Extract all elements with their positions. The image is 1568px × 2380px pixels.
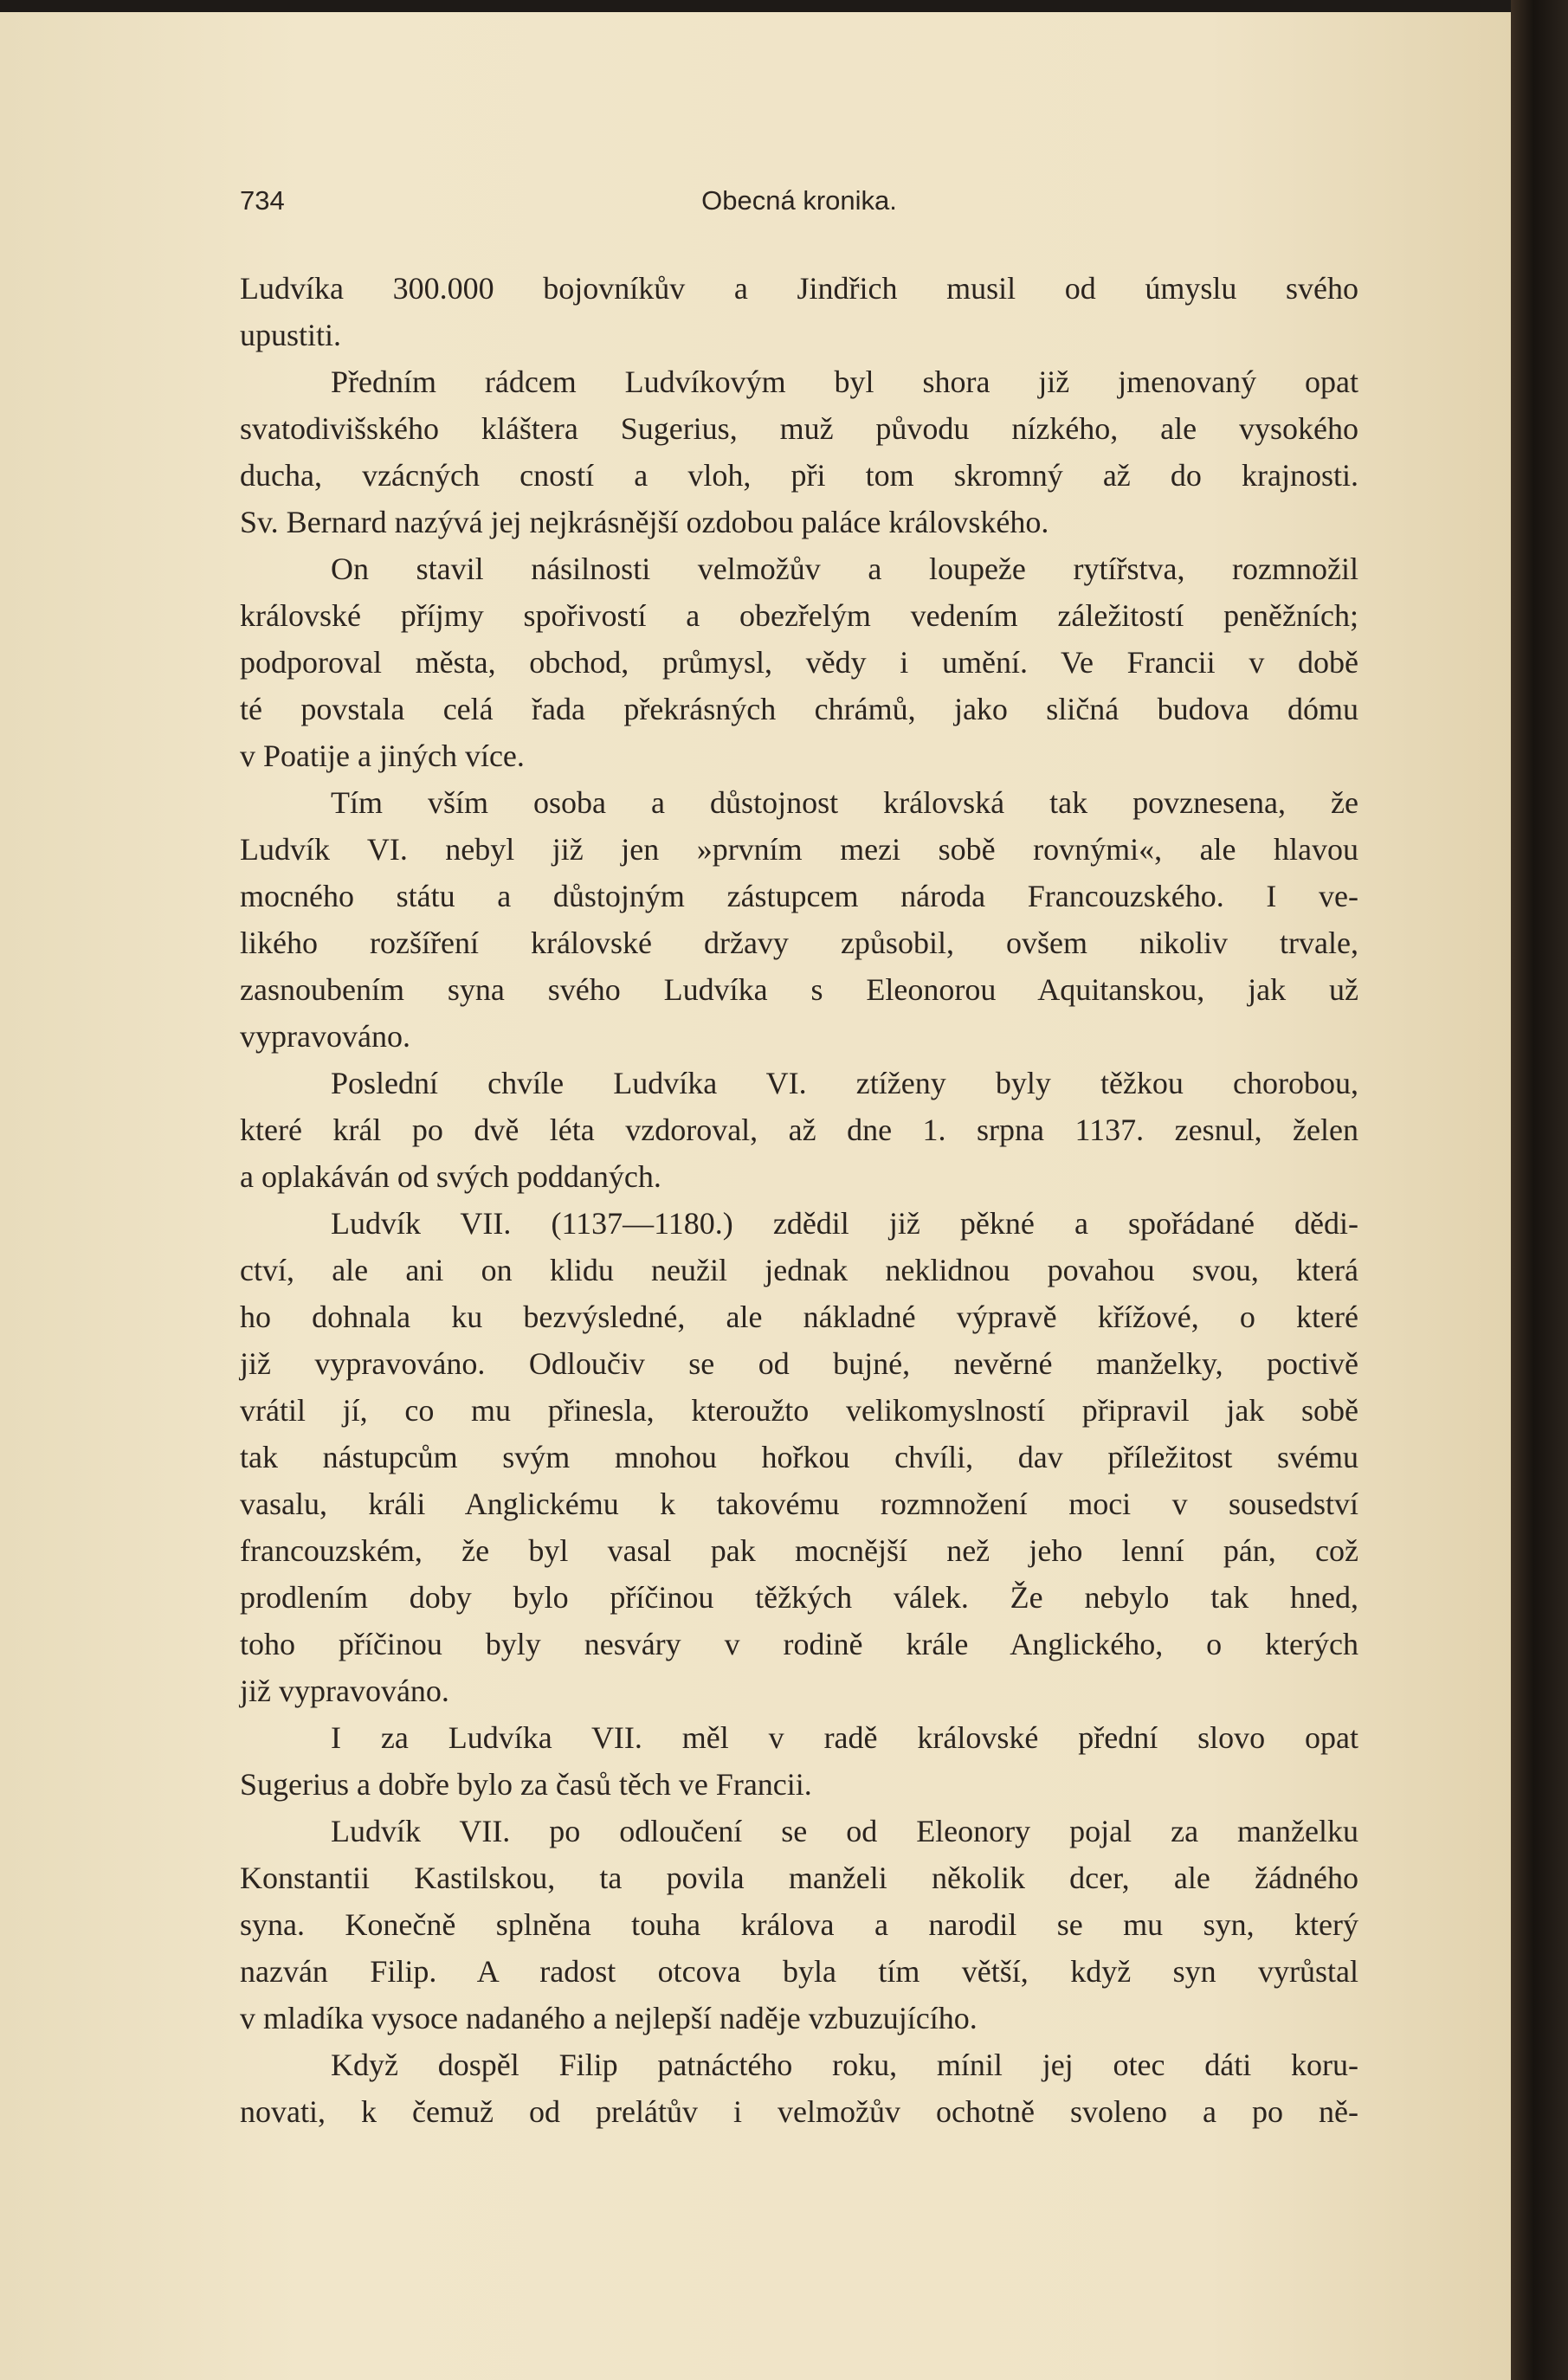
text-line: svatodivišského kláštera Sugerius, muž původu nízkého, ale vysokého	[240, 411, 1358, 446]
text-line: Sv. Bernard nazývá jej nejkrásnější ozdobou paláce královského.	[240, 505, 1049, 539]
paragraph	[240, 1808, 1358, 2041]
text-line: a oplakáván od svých poddaných.	[240, 1159, 661, 1194]
text-line: Předním rádcem Ludvíkovým byl shora již jmenovaný opat	[331, 364, 1358, 399]
text-line: Konstantii Kastilskou, ta povila manželi několik dcer, ale žádného	[240, 1861, 1358, 1895]
book-binding-edge	[1511, 0, 1568, 2380]
text-line: toho příčinou byly nesváry v rodině krále Anglického, o kterých	[240, 1627, 1358, 1661]
text-line: likého rozšíření královské državy způsobil, ovšem nikoliv trvale,	[240, 926, 1358, 960]
body-text	[240, 265, 1358, 2135]
text-line: vypravováno.	[240, 1019, 410, 1054]
text-line: vrátil jí, co mu přinesla, kteroužto velikomyslností připravil jak sobě	[240, 1393, 1358, 1428]
text-line: vasalu, králi Anglickému k takovému rozmnožení moci v sousedství	[240, 1487, 1358, 1521]
text-line: ctví, ale ani on klidu neužil jednak neklidnou povahou svou, která	[240, 1253, 1358, 1287]
text-line: které král po dvě léta vzdoroval, až dne 1. srpna 1137. zesnul, želen	[240, 1113, 1358, 1147]
text-line: té povstala celá řada překrásných chrámů, jako sličná budova dómu	[240, 692, 1358, 726]
text-line: francouzském, že byl vasal pak mocnější než jeho lenní pán, což	[240, 1533, 1358, 1568]
text-line: Ludvík VII. po odloučení se od Eleonory pojal za manželku	[331, 1814, 1358, 1848]
paragraph	[240, 1200, 1358, 1714]
text-line: již vypravováno. Odloučiv se od bujné, nevěrné manželky, poctivě	[240, 1346, 1358, 1381]
paragraph	[240, 1714, 1358, 1808]
text-line: On stavil násilnosti velmožův a loupeže rytířstva, rozmnožil	[331, 551, 1358, 586]
text-line: Když dospěl Filip patnáctého roku, mínil jej otec dáti koru-	[331, 2048, 1358, 2082]
text-line: v Poatije a jiných více.	[240, 739, 525, 773]
paragraph	[240, 1060, 1358, 1200]
text-line: nazván Filip. A radost otcova byla tím větší, když syn vyrůstal	[240, 1954, 1358, 1989]
text-line: Poslední chvíle Ludvíka VI. ztíženy byly těžkou chorobou,	[331, 1066, 1358, 1100]
text-line: syna. Konečně splněna touha králova a narodil se mu syn, který	[240, 1907, 1358, 1942]
text-line: v mladíka vysoce nadaného a nejlepší naděje vzbuzujícího.	[240, 2001, 978, 2035]
text-line: ho dohnala ku bezvýsledné, ale nákladné výpravě křížové, o které	[240, 1300, 1358, 1334]
text-line: Ludvík VII. (1137—1180.) zdědil již pěkné a spořádané dědi-	[331, 1206, 1358, 1241]
text-line: již vypravováno.	[240, 1674, 449, 1708]
paragraph	[240, 545, 1358, 779]
paragraph	[240, 265, 1358, 358]
text-line: ducha, vzácných cností a vloh, při tom skromný až do krajnosti.	[240, 458, 1358, 493]
text-line: Ludvíka 300.000 bojovníkův a Jindřich musil od úmyslu svého	[240, 271, 1358, 306]
running-title: Obecná kronika.	[701, 185, 897, 216]
page-header	[240, 185, 1358, 225]
text-line: Tím vším osoba a důstojnost královská tak povznesena, že	[331, 785, 1358, 820]
page-number: 734	[240, 185, 285, 216]
text-line: královské příjmy spořivostí a obezřelým vedením záležitostí peněžních;	[240, 598, 1358, 633]
text-line: Ludvík VI. nebyl již jen »prvním mezi sobě rovnými«, ale hlavou	[240, 832, 1358, 867]
text-line: podporoval města, obchod, průmysl, vědy i umění. Ve Francii v době	[240, 645, 1358, 680]
text-line: Sugerius a dobře bylo za časů těch ve Francii.	[240, 1767, 812, 1802]
paragraph	[240, 2041, 1358, 2135]
text-line: tak nástupcům svým mnohou hořkou chvíli, dav příležitost svému	[240, 1440, 1358, 1474]
text-line: mocného státu a důstojným zástupcem národa Francouzského. I ve-	[240, 879, 1358, 913]
paragraph	[240, 358, 1358, 545]
text-line: novati, k čemuž od prelátův i velmožův ochotně svoleno a po ně-	[240, 2094, 1358, 2129]
text-line: zasnoubením syna svého Ludvíka s Eleonorou Aquitanskou, jak už	[240, 972, 1358, 1007]
text-line: I za Ludvíka VII. měl v radě královské přední slovo opat	[331, 1720, 1358, 1755]
text-line: prodlením doby bylo příčinou těžkých válek. Že nebylo tak hned,	[240, 1580, 1358, 1615]
text-line: upustiti.	[240, 318, 342, 352]
paragraph	[240, 779, 1358, 1060]
